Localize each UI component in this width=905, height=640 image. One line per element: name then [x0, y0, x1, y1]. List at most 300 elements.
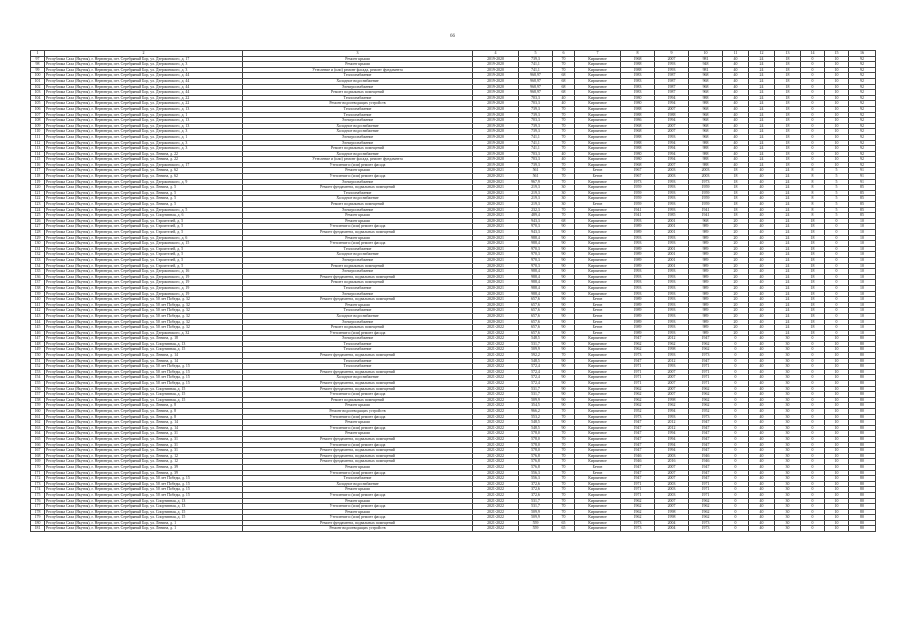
value-cell: 10 — [825, 386, 849, 392]
value-cell: 40 — [723, 146, 749, 152]
value-cell: 90 — [553, 280, 575, 286]
value-cell: 0 — [825, 246, 849, 252]
address-cell: Республика Саха (Якутия), г. Нерюнгри, пгт. Серебряный Бор, ул. 50 лет Победы, д. 15 — [45, 375, 243, 381]
value-cell: 40 — [749, 448, 775, 454]
work-type-cell: Утепление и (или) ремонт фасада — [243, 162, 473, 168]
value-cell: 0 — [723, 492, 749, 498]
value-cell: 10 — [825, 73, 849, 79]
value-cell: 2020-2021 — [473, 230, 519, 236]
value-cell: 24 — [749, 112, 775, 118]
value-cell: 24 — [775, 252, 801, 258]
value-cell: 40 — [749, 285, 775, 291]
value-cell: Кирпичное — [575, 509, 621, 515]
address-cell: Республика Саха (Якутия), г. Нерюнгри, пгт. Серебряный Бор, ул. Дзержинского, д. 19 — [45, 280, 243, 286]
value-cell: 40 — [749, 453, 775, 459]
value-cell: 30 — [775, 409, 801, 415]
value-cell: 24 — [775, 330, 801, 336]
work-type-cell: Ремонт фундамента, подвальных помещений — [243, 459, 473, 465]
value-cell: 30 — [553, 185, 575, 191]
value-cell: 531,7 — [519, 392, 553, 398]
value-cell: 1947 — [621, 470, 655, 476]
value-cell: 70 — [553, 492, 575, 498]
value-cell: 2019-2020 — [473, 118, 519, 124]
value-cell: Кирпичное — [575, 291, 621, 297]
address-cell: Республика Саха (Якутия), г. Нерюнгри, пгт. Серебряный Бор, ул. Дзержинского, д. 44 — [45, 73, 243, 79]
value-cell: 10 — [825, 78, 849, 84]
value-cell: 1971 — [689, 487, 723, 493]
value-cell: 30 — [775, 420, 801, 426]
value-cell: 1994 — [655, 436, 689, 442]
value-cell: 40 — [749, 481, 775, 487]
value-cell: 30 — [775, 476, 801, 482]
value-cell: 40 — [749, 325, 775, 331]
value-cell: 1959 — [689, 202, 723, 208]
address-cell: Республика Саха (Якутия), г. Нерюнгри, пгт. Серебряный Бор, ул. Ленина, д. 12 — [45, 459, 243, 465]
value-cell: 24 — [749, 106, 775, 112]
value-cell: 10 — [825, 481, 849, 487]
work-type-cell: Ремонт подвальных помещений — [243, 397, 473, 403]
value-cell: 989 — [689, 319, 723, 325]
value-cell: 2021-2022 — [473, 459, 519, 465]
row-number-cell: 123 — [31, 202, 45, 208]
value-cell: 10 — [825, 459, 849, 465]
value-cell: 2007 — [655, 498, 689, 504]
row-number-cell: 161 — [31, 414, 45, 420]
value-cell: 2019-2020 — [473, 73, 519, 79]
value-cell: 1994 — [655, 151, 689, 157]
value-cell: 741,1 — [519, 146, 553, 152]
value-cell: 0 — [801, 464, 825, 470]
work-type-cell: Теплоснабжение — [243, 308, 473, 314]
value-cell: 10 — [825, 151, 849, 157]
value-cell: 739,3 — [519, 129, 553, 135]
value-cell: Кирпичное — [575, 252, 621, 258]
value-cell: Кирпичное — [575, 224, 621, 230]
header-cell: 6 — [553, 51, 575, 57]
value-cell: 18 — [723, 213, 749, 219]
value-cell: Кирпичное — [575, 358, 621, 364]
value-cell: 18 — [723, 179, 749, 185]
value-cell: 90 — [553, 319, 575, 325]
value-cell: 2021-2022 — [473, 420, 519, 426]
address-cell: Республика Саха (Якутия), г. Нерюнгри, пгт. Серебряный Бор, ул. Ленина, д. 5 — [45, 190, 243, 196]
value-cell: 20 — [723, 285, 749, 291]
value-cell: 30 — [553, 202, 575, 208]
row-number-cell: 165 — [31, 436, 45, 442]
value-cell: 18 — [775, 118, 801, 124]
work-type-cell: Теплоснабжение — [243, 106, 473, 112]
value-cell: 0 — [723, 347, 749, 353]
value-cell: 90 — [553, 403, 575, 409]
value-cell: 372,6 — [519, 487, 553, 493]
value-cell: 30 — [775, 369, 801, 375]
value-cell: 30 — [775, 336, 801, 342]
work-type-cell: Ремонт крыши — [243, 213, 473, 219]
value-cell: 65 — [553, 526, 575, 532]
value-cell: 18 — [775, 129, 801, 135]
value-cell: 0 — [825, 235, 849, 241]
address-cell: Республика Саха (Якутия), г. Нерюнгри, пгт. Серебряный Бор, ул. Спортивная, д. 6 — [45, 213, 243, 219]
value-cell: 2019-2020 — [473, 112, 519, 118]
address-cell: Республика Саха (Якутия), г. Нерюнгри, пгт. Серебряный Бор, ул. Ленина, д. 1 — [45, 520, 243, 526]
value-cell: 968 — [689, 129, 723, 135]
value-cell: 2021-2022 — [473, 453, 519, 459]
work-type-cell: Холодное водоснабжение — [243, 375, 473, 381]
value-cell: 531,7 — [519, 341, 553, 347]
work-type-cell: Ремонт фундамента, подвальных помещений — [243, 353, 473, 359]
value-cell: 30 — [775, 515, 801, 521]
work-type-cell: Теплоснабжение — [243, 95, 473, 101]
value-cell: 989 — [689, 246, 723, 252]
value-cell: 1994 — [655, 101, 689, 107]
value-cell: Кирпичное — [575, 481, 621, 487]
value-cell: 2007 — [655, 504, 689, 510]
value-cell: 90 — [553, 269, 575, 275]
value-cell: 657,6 — [519, 313, 553, 319]
value-cell: 18 — [801, 291, 825, 297]
value-cell: 0 — [723, 386, 749, 392]
work-type-cell: Теплоснабжение — [243, 364, 473, 370]
value-cell: 1993 — [621, 274, 655, 280]
value-cell: Бетон — [575, 174, 621, 180]
value-cell: 1947 — [689, 476, 723, 482]
work-type-cell: Утепление и (или) ремонт фасада — [243, 224, 473, 230]
value-cell: 18 — [775, 101, 801, 107]
address-cell: Республика Саха (Якутия), г. Нерюнгри, пгт. Серебряный Бор, ул. Строителей, д. 5 — [45, 230, 243, 236]
value-cell: 1962 — [689, 504, 723, 510]
value-cell: 1968 — [621, 162, 655, 168]
value-cell: 10 — [849, 274, 876, 280]
value-cell: 24 — [749, 140, 775, 146]
value-cell: 572,4 — [519, 381, 553, 387]
value-cell: 1988 — [621, 67, 655, 73]
value-cell: 1994 — [655, 140, 689, 146]
value-cell: 40 — [723, 78, 749, 84]
value-cell: Кирпичное — [575, 101, 621, 107]
value-cell: 2021-2022 — [473, 341, 519, 347]
value-cell: 741,1 — [519, 140, 553, 146]
value-cell: 40 — [749, 498, 775, 504]
value-cell: 70 — [553, 179, 575, 185]
value-cell: 30 — [775, 448, 801, 454]
value-cell: 1998 — [655, 515, 689, 521]
value-cell: 1993 — [655, 202, 689, 208]
value-cell: 2021-2022 — [473, 336, 519, 342]
work-type-cell: Электроснабжение — [243, 207, 473, 213]
value-cell: 24 — [749, 129, 775, 135]
value-cell: 40 — [749, 168, 775, 174]
value-cell: 741,1 — [519, 67, 553, 73]
value-cell: 2021-2022 — [473, 436, 519, 442]
row-number-cell: 181 — [31, 526, 45, 532]
value-cell: 2021-2022 — [473, 425, 519, 431]
value-cell: 968,97 — [519, 84, 553, 90]
value-cell: 2007 — [655, 470, 689, 476]
value-cell: 0 — [723, 375, 749, 381]
value-cell: 40 — [749, 487, 775, 493]
value-cell: 70 — [553, 431, 575, 437]
address-cell: Республика Саха (Якутия), г. Нерюнгри, пгт. Серебряный Бор, ул. Спортивная, д. 15 — [45, 392, 243, 398]
value-cell: 1946 — [689, 453, 723, 459]
work-type-cell: Ремонт фундамента, подвальных помещений — [243, 448, 473, 454]
value-cell: 2021-2022 — [473, 526, 519, 532]
value-cell: 1947 — [621, 464, 655, 470]
header-cell: 7 — [575, 51, 621, 57]
value-cell: 80 — [849, 425, 876, 431]
value-cell: 1988 — [655, 112, 689, 118]
value-cell: 18 — [775, 151, 801, 157]
value-cell: 561 — [519, 174, 553, 180]
value-cell: 572,4 — [519, 375, 553, 381]
value-cell: 1980 — [621, 151, 655, 157]
value-cell: 90 — [553, 386, 575, 392]
value-cell: Бетон — [575, 313, 621, 319]
value-cell: Кирпичное — [575, 336, 621, 342]
value-cell: 90 — [553, 364, 575, 370]
row-number-cell: 120 — [31, 185, 45, 191]
value-cell: 989 — [689, 280, 723, 286]
header-cell: 1 — [31, 51, 45, 57]
value-cell: 989 — [689, 291, 723, 297]
value-cell: 92 — [849, 101, 876, 107]
value-cell: 8 — [801, 213, 825, 219]
value-cell: 40 — [553, 101, 575, 107]
value-cell: 80 — [849, 470, 876, 476]
value-cell: 40 — [749, 302, 775, 308]
value-cell: 556,3 — [519, 470, 553, 476]
value-cell: 68 — [553, 78, 575, 84]
value-cell: 10 — [825, 101, 849, 107]
value-cell: 10 — [825, 442, 849, 448]
address-cell: Республика Саха (Якутия), г. Нерюнгри, пгт. Серебряный Бор, ул. Ленина, д. 1 — [45, 526, 243, 532]
value-cell: 0 — [825, 313, 849, 319]
value-cell: 70 — [553, 448, 575, 454]
value-cell: 80 — [849, 381, 876, 387]
value-cell: 0 — [723, 336, 749, 342]
value-cell: 30 — [775, 364, 801, 370]
row-number-cell: 118 — [31, 174, 45, 180]
value-cell: 10 — [825, 436, 849, 442]
value-cell: 40 — [723, 73, 749, 79]
value-cell: 30 — [553, 190, 575, 196]
value-cell: 91 — [849, 174, 876, 180]
value-cell: 1947 — [621, 448, 655, 454]
value-cell: 968 — [689, 78, 723, 84]
value-cell: 1941 — [689, 213, 723, 219]
value-cell: 91 — [849, 179, 876, 185]
value-cell: 18 — [775, 157, 801, 163]
value-cell: 24 — [749, 67, 775, 73]
value-cell: 90 — [553, 302, 575, 308]
value-cell: 0 — [801, 151, 825, 157]
value-cell: 1962 — [621, 341, 655, 347]
value-cell: 18 — [801, 302, 825, 308]
value-cell: 559 — [519, 520, 553, 526]
value-cell: 18 — [801, 308, 825, 314]
value-cell: 40 — [749, 358, 775, 364]
value-cell: 10 — [849, 224, 876, 230]
row-number-cell: 115 — [31, 157, 45, 163]
value-cell: Кирпичное — [575, 341, 621, 347]
value-cell: 0 — [801, 509, 825, 515]
value-cell: 1947 — [689, 420, 723, 426]
value-cell: 10 — [825, 129, 849, 135]
value-cell: 219,3 — [519, 202, 553, 208]
value-cell: 85 — [849, 185, 876, 191]
value-cell: 0 — [801, 476, 825, 482]
work-type-cell: Ремонт фундамента, подвальных помещений — [243, 436, 473, 442]
value-cell: 40 — [749, 252, 775, 258]
row-number-cell: 171 — [31, 470, 45, 476]
value-cell: 1952 — [689, 409, 723, 415]
value-cell: 70 — [553, 168, 575, 174]
value-cell: 2003 — [655, 481, 689, 487]
value-cell: Кирпичное — [575, 285, 621, 291]
value-cell: 968,97 — [519, 73, 553, 79]
value-cell: 556,3 — [519, 476, 553, 482]
value-cell: 0 — [801, 112, 825, 118]
address-cell: Республика Саха (Якутия), г. Нерюнгри, пгт. Серебряный Бор, ул. Спортивная, д. 15 — [45, 386, 243, 392]
value-cell: 24 — [775, 269, 801, 275]
value-cell: Бетон — [575, 470, 621, 476]
address-cell: Республика Саха (Якутия), г. Нерюнгри, пгт. Серебряный Бор, ул. Дзержинского, д. 13 — [45, 118, 243, 124]
value-cell: 989 — [689, 224, 723, 230]
value-cell: 967,9 — [519, 179, 553, 185]
value-cell: 20 — [723, 263, 749, 269]
work-type-cell: Холодное водоснабжение — [243, 481, 473, 487]
value-cell: 40 — [749, 241, 775, 247]
value-cell: 0 — [825, 325, 849, 331]
address-cell: Республика Саха (Якутия), г. Нерюнгри, пгт. Серебряный Бор, ул. Строителей, д. 5 — [45, 224, 243, 230]
value-cell: 2020-2021 — [473, 274, 519, 280]
address-cell: Республика Саха (Якутия), г. Нерюнгри, пгт. Серебряный Бор, ул. Ленина, д. 18 — [45, 336, 243, 342]
value-cell: 40 — [749, 291, 775, 297]
value-cell: 80 — [849, 369, 876, 375]
value-cell: 988 — [689, 162, 723, 168]
value-cell: 20 — [723, 257, 749, 263]
value-cell: 0 — [723, 409, 749, 415]
value-cell: 80 — [849, 459, 876, 465]
row-number-cell: 103 — [31, 90, 45, 96]
value-cell: Кирпичное — [575, 246, 621, 252]
row-number-cell: 138 — [31, 285, 45, 291]
value-cell: 20 — [723, 302, 749, 308]
row-number-cell: 142 — [31, 308, 45, 314]
value-cell: 354,5 — [519, 403, 553, 409]
work-type-cell: Холодное водоснабжение — [243, 129, 473, 135]
value-cell: 2021-2022 — [473, 375, 519, 381]
value-cell: 0 — [801, 146, 825, 152]
value-cell: 548,5 — [519, 420, 553, 426]
value-cell: 0 — [801, 129, 825, 135]
value-cell: 1993 — [655, 364, 689, 370]
address-cell: Республика Саха (Якутия), г. Нерюнгри, пгт. Серебряный Бор, ул. Ленина, д. 39 — [45, 464, 243, 470]
value-cell: 85 — [849, 190, 876, 196]
value-cell: 1962 — [689, 386, 723, 392]
value-cell: 10 — [825, 498, 849, 504]
value-cell: 0 — [801, 90, 825, 96]
address-cell: Республика Саха (Якутия), г. Нерюнгри, пгт. Серебряный Бор, ул. Ленина, д. 22 — [45, 157, 243, 163]
value-cell: 657,6 — [519, 330, 553, 336]
value-cell: 2021-2022 — [473, 392, 519, 398]
work-type-cell: Утепление и (или) ремонт фасада — [243, 425, 473, 431]
value-cell: 1947 — [621, 425, 655, 431]
row-number-cell: 146 — [31, 330, 45, 336]
value-cell: Кирпичное — [575, 134, 621, 140]
value-cell: 40 — [749, 336, 775, 342]
address-cell: Республика Саха (Якутия), г. Нерюнгри, пгт. Серебряный Бор, ул. Дзержинского, д. 17 — [45, 56, 243, 62]
value-cell: Кирпичное — [575, 67, 621, 73]
value-cell: 40 — [749, 185, 775, 191]
value-cell: 40 — [749, 386, 775, 392]
value-cell: 10 — [825, 420, 849, 426]
work-type-cell: Утепление и (или) ремонт фасада — [243, 470, 473, 476]
value-cell: 703,3 — [519, 101, 553, 107]
value-cell: 70 — [553, 213, 575, 219]
value-cell: 10 — [825, 106, 849, 112]
value-cell: 0 — [825, 218, 849, 224]
value-cell: 2021-2022 — [473, 492, 519, 498]
value-cell: 24 — [749, 134, 775, 140]
value-cell: 24 — [749, 118, 775, 124]
address-cell: Республика Саха (Якутия), г. Нерюнгри, пгт. Серебряный Бор, ул. 50 лет Победы, д. 15 — [45, 369, 243, 375]
value-cell: 92 — [849, 118, 876, 124]
value-cell: 1983 — [621, 90, 655, 96]
work-type-cell: Теплоснабжение — [243, 358, 473, 364]
address-cell: Республика Саха (Якутия), г. Нерюнгри, пгт. Серебряный Бор, ул. Дзержинского, д. 3 — [45, 129, 243, 135]
value-cell: 80 — [849, 526, 876, 532]
row-number-cell: 127 — [31, 224, 45, 230]
value-cell: 30 — [775, 347, 801, 353]
value-cell: 20 — [723, 330, 749, 336]
value-cell: 988,4 — [519, 269, 553, 275]
value-cell: 989 — [689, 263, 723, 269]
value-cell: 90 — [553, 330, 575, 336]
value-cell: 18 — [801, 224, 825, 230]
value-cell: Кирпичное — [575, 504, 621, 510]
value-cell: 70 — [553, 140, 575, 146]
value-cell: 1993 — [621, 218, 655, 224]
value-cell: 2020-2021 — [473, 257, 519, 263]
row-number-cell: 133 — [31, 257, 45, 263]
value-cell: 0 — [723, 498, 749, 504]
address-cell: Республика Саха (Якутия), г. Нерюнгри, пгт. Серебряный Бор, ул. Спортивная, д. 15 — [45, 509, 243, 515]
value-cell: 1973 — [621, 414, 655, 420]
value-cell: 90 — [553, 381, 575, 387]
value-cell: 40 — [723, 118, 749, 124]
value-cell: 988,4 — [519, 280, 553, 286]
value-cell: 1971 — [621, 492, 655, 498]
value-cell: 8 — [801, 174, 825, 180]
value-cell: 2007 — [655, 476, 689, 482]
address-cell: Республика Саха (Якутия), г. Нерюнгри, пгт. Серебряный Бор, ул. Спортивная, д. 15 — [45, 347, 243, 353]
value-cell: 80 — [849, 509, 876, 515]
value-cell: 92 — [849, 112, 876, 118]
value-cell: 2001 — [655, 230, 689, 236]
value-cell: 1989 — [621, 302, 655, 308]
value-cell: 2007 — [655, 392, 689, 398]
value-cell: 1980 — [621, 157, 655, 163]
value-cell: 18 — [723, 207, 749, 213]
value-cell: 10 — [825, 336, 849, 342]
value-cell: 90 — [553, 397, 575, 403]
value-cell: 578,0 — [519, 442, 553, 448]
value-cell: 0 — [801, 106, 825, 112]
value-cell: 5 — [825, 202, 849, 208]
value-cell: 0 — [825, 269, 849, 275]
value-cell: 70 — [553, 459, 575, 465]
value-cell: 30 — [775, 498, 801, 504]
